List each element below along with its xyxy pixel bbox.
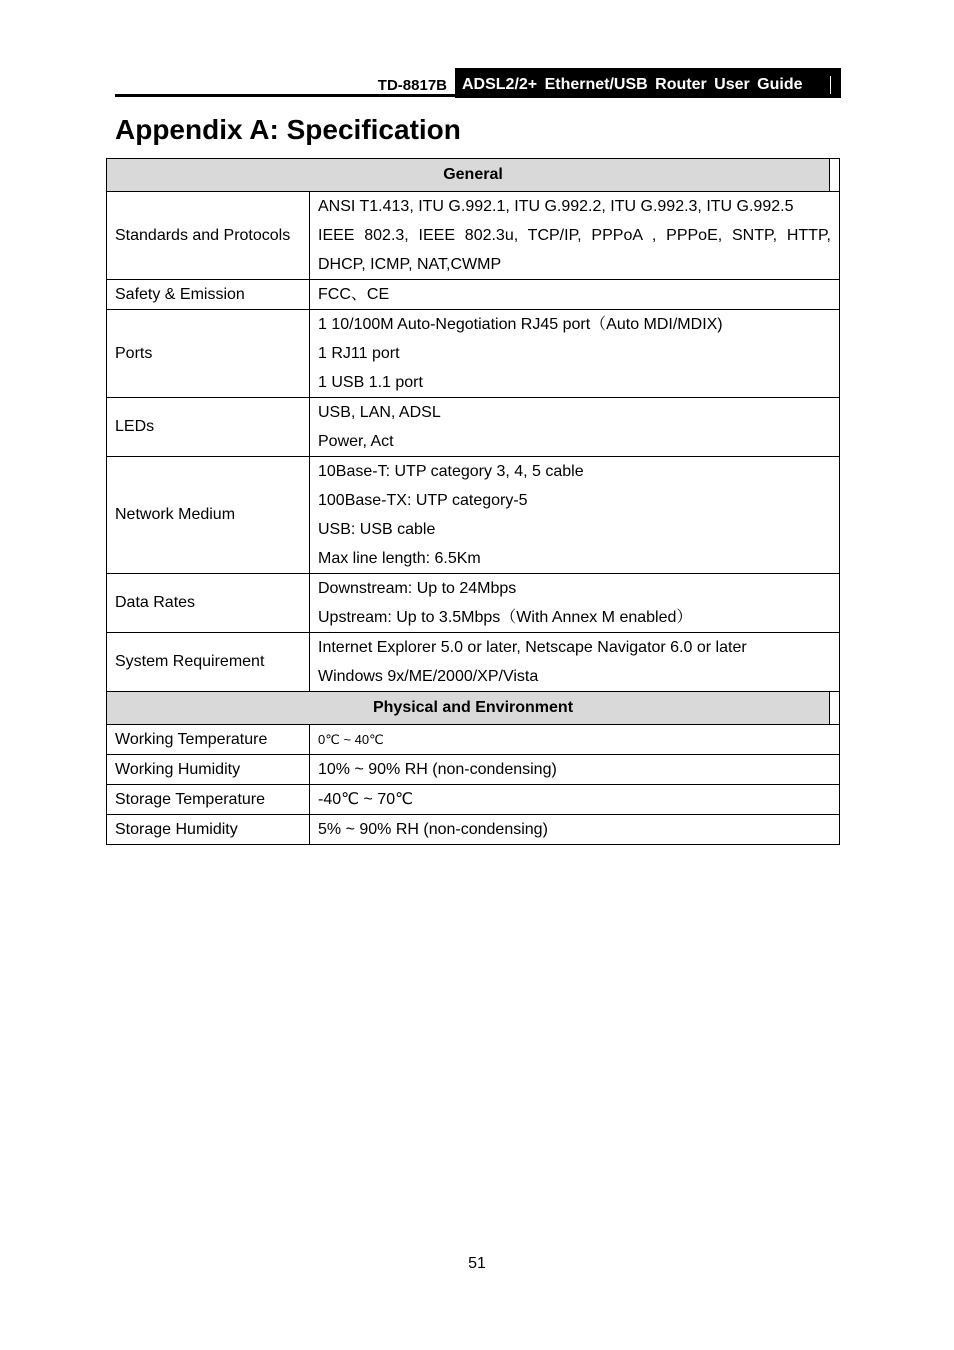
spec-label: Storage Temperature [107, 785, 310, 815]
spec-value [310, 280, 840, 310]
spec-label: Working Temperature [107, 725, 310, 755]
spec-value-line: 1 RJ11 port [318, 345, 400, 362]
spec-value-line: 1 USB 1.1 port [318, 374, 423, 391]
table-row [107, 280, 840, 310]
table-row [107, 725, 840, 755]
spec-value [310, 725, 840, 755]
section-heading-general: General [107, 159, 840, 192]
table-row [107, 192, 840, 280]
spec-value-line: 1 10/100M Auto-Negotiation RJ45 port（Auto MDI/MDIX) [318, 316, 723, 333]
table-row [107, 310, 840, 398]
spec-value [310, 633, 840, 692]
table-row [107, 633, 840, 692]
spec-value-line: USB, LAN, ADSL [318, 404, 441, 421]
spec-label: Data Rates [107, 574, 310, 633]
spec-value-line: DHCP, ICMP, NAT,CWMP [318, 256, 502, 273]
spec-value [310, 398, 840, 457]
spec-label: Safety & Emission [107, 280, 310, 310]
spec-value-line: Internet Explorer 5.0 or later, Netscape Navigator 6.0 or later [318, 639, 747, 656]
spec-value-line: 5% ~ 90% RH (non-condensing) [318, 821, 548, 838]
spec-label: Network Medium [107, 457, 310, 574]
table-row [107, 755, 840, 785]
table-row [107, 574, 840, 633]
spec-value-line: 10Base-T: UTP category 3, 4, 5 cable [318, 463, 584, 480]
section-heading-physical-environment: Physical and Environment [107, 692, 840, 725]
spec-value-line: IEEE 802.3, IEEE 802.3u, TCP/IP, PPPoA , PPPoE, SNTP, HTTP, [318, 227, 831, 244]
spec-label: System Requirement [107, 633, 310, 692]
spec-value-line: USB: USB cable [318, 521, 436, 538]
header-guide-title: ADSL2/2+ Ethernet/USB Router User Guide [455, 68, 841, 98]
spec-value [310, 785, 840, 815]
spec-label: Working Humidity [107, 755, 310, 785]
spec-label: Standards and Protocols [107, 192, 310, 280]
spec-value-line: ANSI T1.413, ITU G.992.1, ITU G.992.2, ITU G.992.3, ITU G.992.5 [318, 198, 794, 215]
table-row [107, 815, 840, 845]
spec-value-line: 10% ~ 90% RH (non-condensing) [318, 761, 557, 778]
specification-table [106, 158, 840, 845]
spec-value-line: Downstream: Up to 24Mbps [318, 580, 517, 597]
spec-value [310, 457, 840, 574]
table-row [107, 785, 840, 815]
header-rule [115, 94, 455, 97]
spec-value-line: FCC、CE [318, 286, 390, 303]
spec-value [310, 755, 840, 785]
spec-value-line: Max line length: 6.5Km [318, 550, 481, 567]
spec-value [310, 815, 840, 845]
spec-label: Ports [107, 310, 310, 398]
spec-value [310, 192, 840, 280]
spec-value-line: 100Base-TX: UTP category-5 [318, 492, 528, 509]
table-row [107, 457, 840, 574]
table-row [107, 398, 840, 457]
spec-value [310, 310, 840, 398]
section-header-row [107, 159, 840, 192]
spec-value-line: Upstream: Up to 3.5Mbps（With Annex M enabled） [318, 609, 693, 626]
spec-value-line: -40℃ ~ 70℃ [318, 791, 414, 808]
spec-value-line: Power, Act [318, 433, 394, 450]
spec-value-line: Windows 9x/ME/2000/XP/Vista [318, 668, 539, 685]
spec-value [310, 574, 840, 633]
spec-label: LEDs [107, 398, 310, 457]
spec-value-line: 0℃ ~ 40℃ [318, 732, 384, 747]
page-title: Appendix A: Specification [115, 114, 461, 145]
spec-label: Storage Humidity [107, 815, 310, 845]
page-header [115, 68, 841, 98]
section-header-row [107, 692, 840, 725]
header-model: TD-8817B [377, 77, 447, 94]
page-number: 51 [468, 1255, 486, 1272]
